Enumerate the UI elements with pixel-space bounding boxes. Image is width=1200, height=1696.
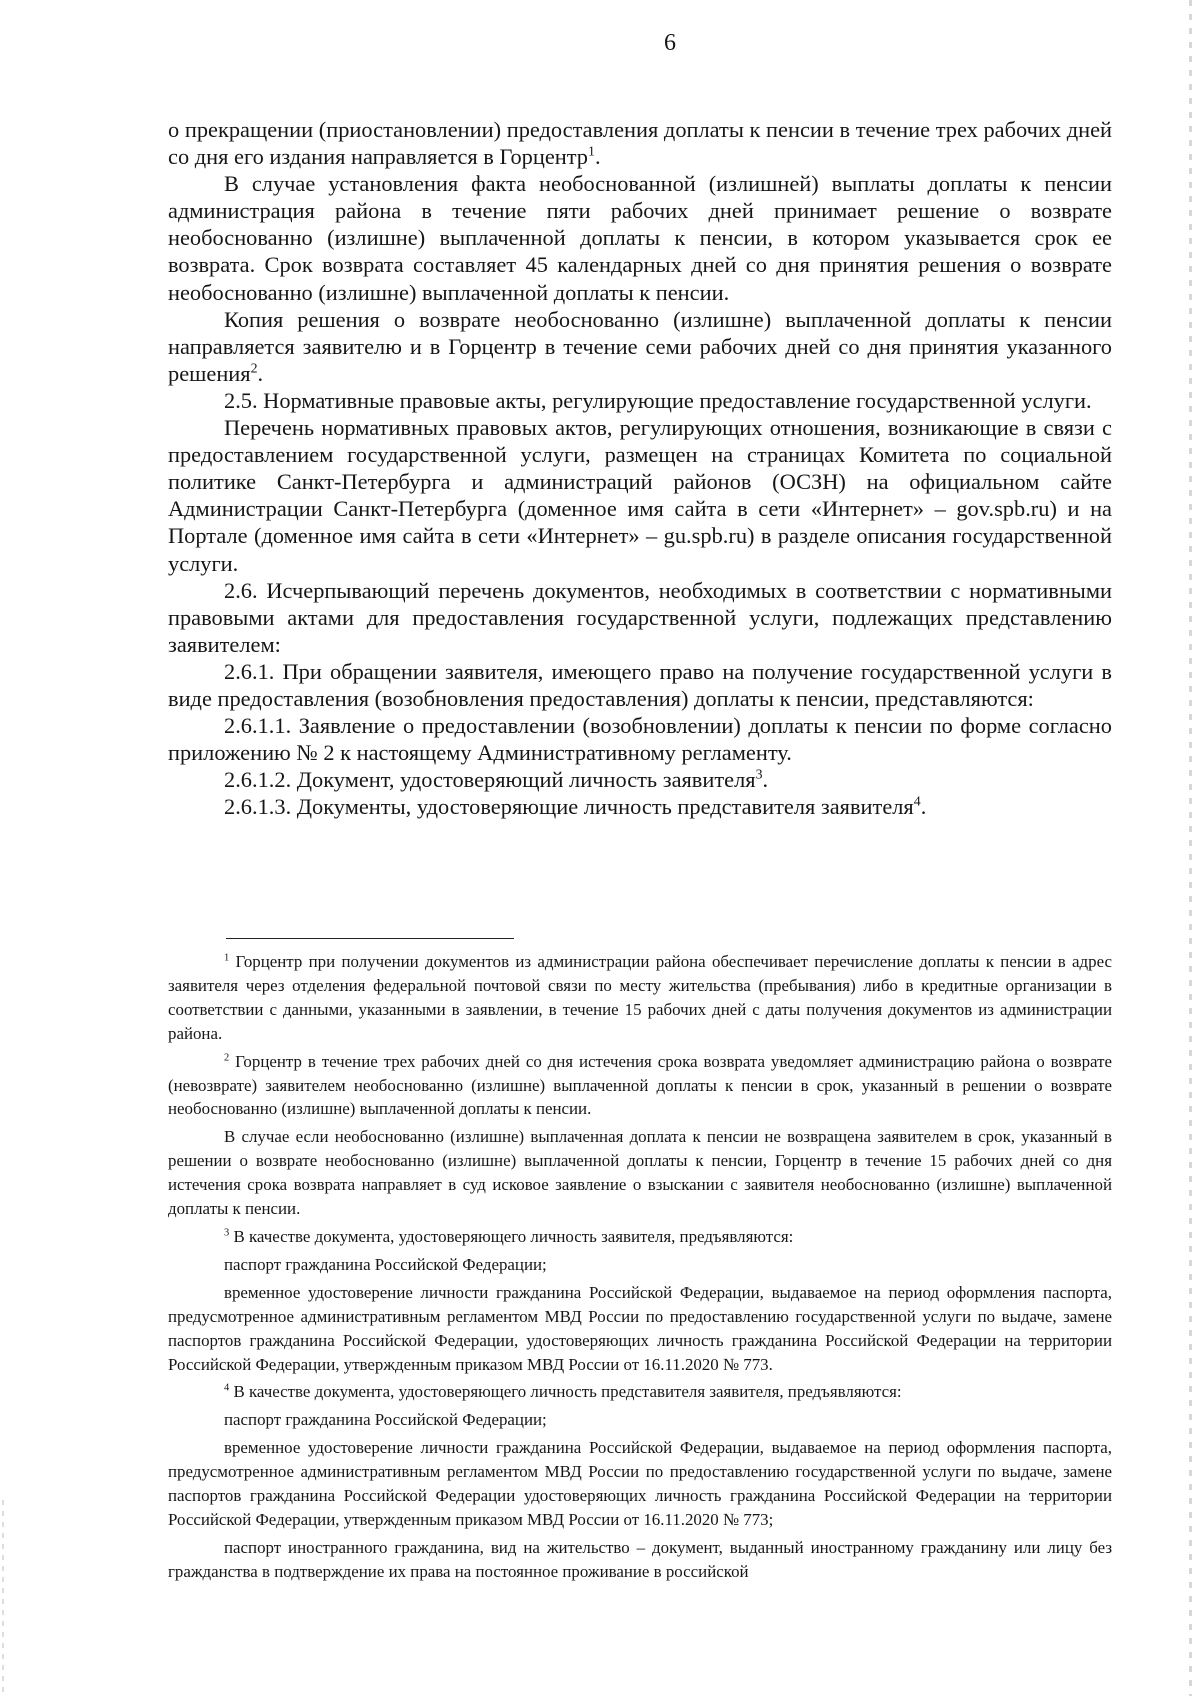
- main-text: [168, 116, 1112, 820]
- paragraph-2: В случае установления факта необоснованной (излишней) выплаты доплаты к пенсии администрация района в течение пяти рабочих дней принимает решение о возврате необоснованно (излишне) выплаченной доплаты к пенсии, в котором указывается срок ее возврата. Срок возврата составляет 45 календарных дней со дня принятия решения о возврате необоснованно (излишне) выплаченной доплаты к пенсии.: [168, 171, 1112, 305]
- footnote-2-continued: В случае если необоснованно (излишне) выплаченная доплата к пенсии не возвращена заявителем в срок, указанный в решении о возврате необоснованно (излишне) выплаченной доплаты к пенсии, Горцентр в течение 15 рабочих дней со дня истечения срока возврата направляет в суд исковое заявление о взыскании с заявителя необоснованно (излишне) выплаченной доплаты к пенсии.: [168, 1127, 1112, 1219]
- scan-edge-artifact-left: [2, 1500, 4, 1696]
- footnote-4-item-a: паспорт гражданина Российской Федерации;: [224, 1410, 547, 1430]
- footnote-3-item-a: паспорт гражданина Российской Федерации;: [224, 1254, 547, 1274]
- section-2-6-1-3: 2.6.1.3. Документы, удостоверяющие личность представителя заявителя$^4$.: [224, 794, 927, 820]
- footnote-3-item-b: временное удостоверение личности гражданина Российской Федерации, выдаваемое на период оформления паспорта, предусмотренное административным регламентом МВД России по предоставлению государственной услуги по выдаче, замене паспортов гражданина Российской Федерации, удостоверяющих личность гражданина Российской Федерации на территории Российской Федерации, утвержденным приказом МВД России от 16.11.2020 № 773.: [168, 1282, 1112, 1374]
- paragraph-3: Копия решения о возврате необоснованно (излишне) выплаченной доплаты к пенсии направляется заявителю и в Горцентр в течение семи рабочих дней со дня принятия указанного решения$^2$.: [168, 306, 1112, 386]
- footnote-ref-1[interactable]: 1: [588, 144, 595, 160]
- scan-edge-artifact: [1189, 0, 1192, 1696]
- section-2-6-1-2: 2.6.1.2. Документ, удостоверяющий личность заявителя$^3$.: [224, 767, 769, 793]
- footnote-ref-3[interactable]: 3: [755, 767, 763, 783]
- paragraph-1: о прекращении (приостановлении) предоставления доплаты к пенсии в течение трех рабочих дней со дня его издания направляется в Горцентр$^1$.: [168, 117, 1112, 170]
- footnotes: [168, 950, 1112, 1584]
- page-number: 6: [664, 30, 676, 56]
- section-2-6-1-1: 2.6.1.1. Заявление о предоставлении (возобновлении) доплаты к пенсии по форме согласно приложению № 2 к настоящему Административному регламенту.: [168, 713, 1112, 766]
- paragraph-legal-acts: Перечень нормативных правовых актов, регулирующих отношения, возникающие в связи с предоставлением государственной услуги, размещен на страницах Комитета по социальной политике Санкт-Петербурга и администраций районов (ОСЗН) на официальном сайте Администрации Санкт-Петербурга (доменное имя сайта в сети «Интернет» – gov.spb.ru) и на Портале (доменное имя сайта в сети «Интернет» – gu.spb.ru) в разделе описания государственной услуги.: [168, 415, 1112, 576]
- footnote-mark-3: 3: [224, 1227, 230, 1239]
- section-2-6-1: 2.6.1. При обращении заявителя, имеющего право на получение государственной услуги в виде предоставления (возобновления предоставления) доплаты к пенсии, представляются:: [168, 658, 1112, 711]
- section-2-6-heading: 2.6. Исчерпывающий перечень документов, необходимых в соответствии с нормативными правовыми актами для предоставления государственной услуги, подлежащих представлению заявителем:: [168, 577, 1112, 657]
- footnote-3: $^3$ В качестве документа, удостоверяющего личность заявителя, предъявляются:: [224, 1226, 794, 1246]
- footnote-4-item-b: временное удостоверение личности гражданина Российской Федерации, выдаваемое на период оформления паспорта, предусмотренное административным регламентом МВД России по предоставлению государственной услуги по выдаче, замене паспортов гражданина Российской Федерации удостоверяющих личность гражданина Российской Федерации на территории Российской Федерации, утвержденным приказом МВД России от 16.11.2020 № 773;: [168, 1438, 1112, 1529]
- section-2-5-heading: 2.5. Нормативные правовые акты, регулирующие предоставление государственной услуги.: [224, 387, 1092, 413]
- footnote-separator: [226, 938, 514, 939]
- footnote-4: $^4$ В качестве документа, удостоверяющего личность представителя заявителя, предъявляются:: [224, 1382, 902, 1402]
- footnote-mark-1: 1: [224, 952, 230, 964]
- footnote-mark-2: 2: [224, 1052, 230, 1063]
- footnote-ref-4[interactable]: 4: [913, 794, 921, 810]
- footnote-4-item-c: паспорт иностранного гражданина, вид на жительство – документ, выданный иностранному гражданину или лицу без гражданства в подтверждение их права на постоянное проживание в российской: [168, 1537, 1112, 1581]
- footnote-ref-2[interactable]: 2: [250, 361, 258, 377]
- footnote-mark-4: 4: [224, 1382, 230, 1394]
- footnote-1: $^1$ Горцентр при получении документов из администрации района обеспечивает перечисление доплаты к пенсии в адрес заявителя через отделения федеральной почтовой связи по месту жительства (пребывания) либо в кредитные организации в соответствии с данными, указанными в заявлении, в течение 15 рабочих дней с даты получения документов из администрации района.: [168, 952, 1112, 1043]
- footnote-2: $^2$ Горцентр в течение трех рабочих дней со дня истечения срока возврата уведомляет администрацию района о возврате (невозврате) заявителем необоснованно (излишне) выплаченной доплаты к пенсии в срок, указанный в решении о возврате необоснованно (излишне) выплаченной доплаты к пенсии.: [168, 1051, 1112, 1119]
